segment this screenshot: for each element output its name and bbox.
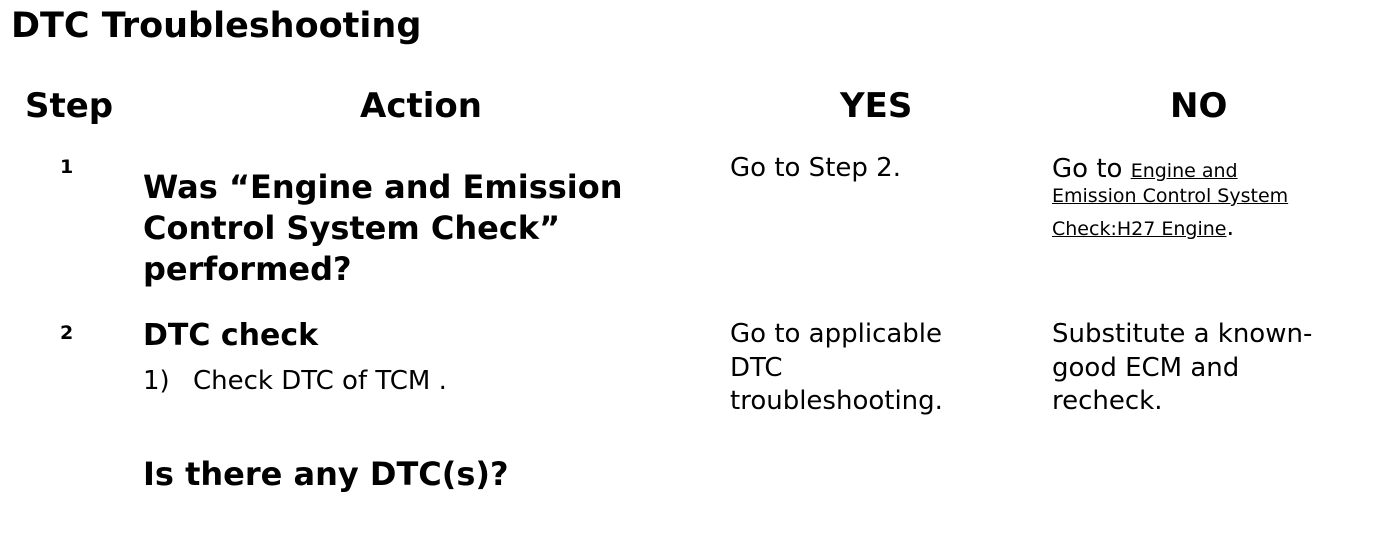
step-number: 1 bbox=[60, 156, 74, 178]
yes-line: DTC bbox=[730, 352, 783, 383]
no-line: Substitute a known- bbox=[1052, 319, 1313, 349]
substep-number: 1) bbox=[143, 366, 170, 396]
engine-emission-check-link[interactable]: Emission Control System bbox=[1052, 185, 1289, 207]
question-line: Control System Check” bbox=[143, 209, 561, 247]
no-action bbox=[1052, 152, 1288, 245]
yes-action bbox=[730, 318, 943, 419]
step-number: 2 bbox=[60, 322, 74, 344]
column-header-step: Step bbox=[25, 86, 114, 126]
column-header-yes: YES bbox=[840, 86, 913, 126]
action-title: DTC check bbox=[143, 318, 319, 353]
step-question: Is there any DTC(s)? bbox=[143, 455, 509, 493]
column-header-action: Action bbox=[360, 86, 482, 126]
page-title: DTC Troubleshooting bbox=[11, 6, 422, 46]
yes-line: Go to applicable bbox=[730, 319, 943, 349]
no-line: good ECM and bbox=[1052, 352, 1240, 383]
engine-emission-check-link[interactable]: Engine and bbox=[1130, 160, 1238, 182]
substep bbox=[143, 364, 447, 398]
engine-emission-check-link[interactable]: Check:H27 Engine bbox=[1052, 218, 1227, 240]
no-action bbox=[1052, 318, 1312, 419]
no-prefix: Go to bbox=[1052, 154, 1131, 184]
substep-text: Check DTC of TCM . bbox=[193, 366, 447, 396]
yes-line: troubleshooting. bbox=[730, 386, 943, 416]
no-suffix: . bbox=[1226, 213, 1235, 241]
no-line: recheck. bbox=[1052, 386, 1163, 416]
yes-action: Go to Step 2. bbox=[730, 153, 901, 183]
step-question bbox=[143, 167, 623, 290]
question-line: performed? bbox=[143, 250, 352, 288]
question-line: Was “Engine and Emission bbox=[143, 168, 623, 206]
column-header-no: NO bbox=[1170, 86, 1228, 126]
